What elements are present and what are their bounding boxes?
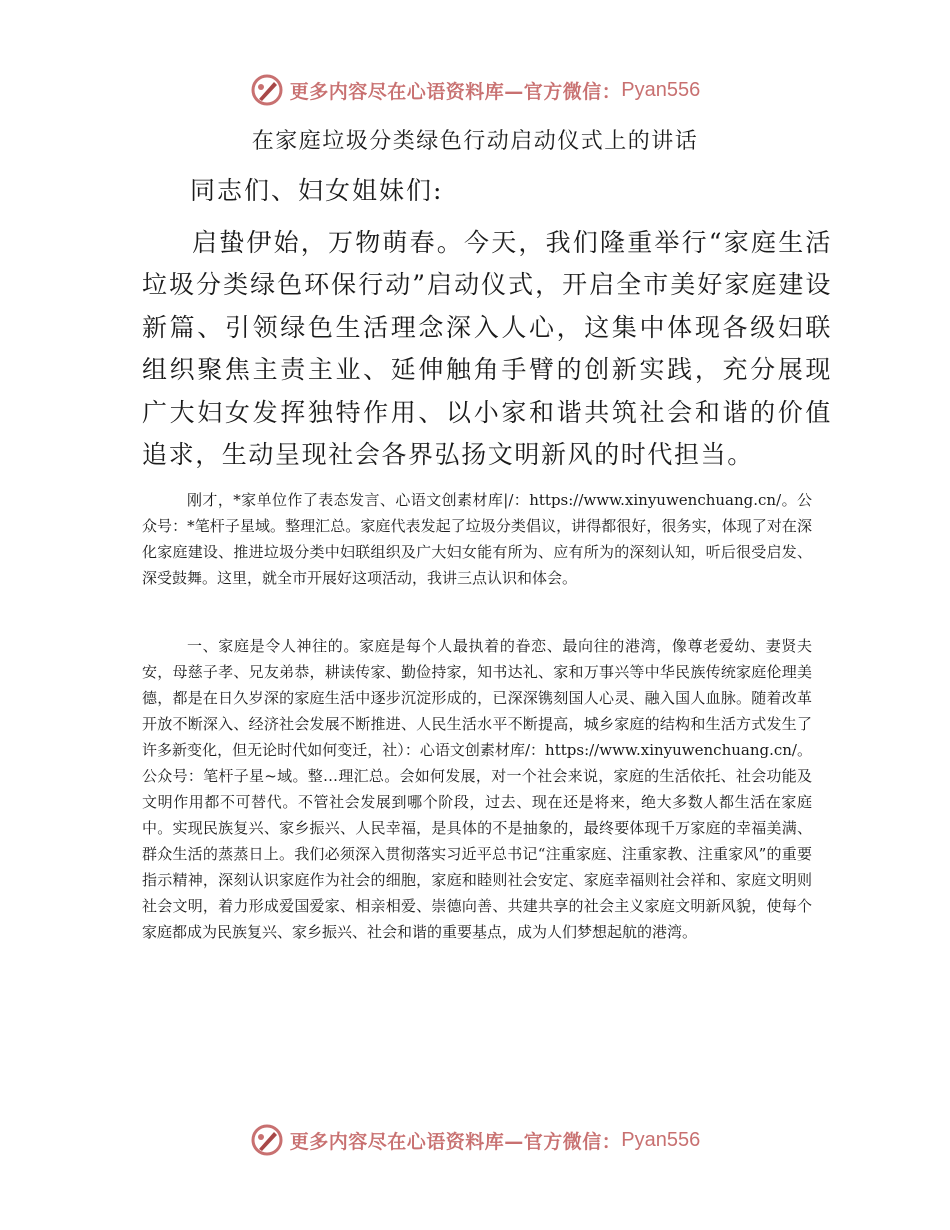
document-title: 在家庭垃圾分类绿色行动启动仪式上的讲话 bbox=[251, 129, 699, 154]
watermark-text: 更多内容尽在心语资料库—官方微信： bbox=[289, 1130, 622, 1153]
watermark-banner-top bbox=[0, 70, 950, 110]
watermark-wechat-id: Pyan556 bbox=[621, 78, 701, 101]
watermark-text: 更多内容尽在心语资料库—官方微信： bbox=[289, 80, 622, 103]
pen-seal-icon bbox=[250, 1123, 284, 1157]
watermark-wechat-id: Pyan556 bbox=[621, 1128, 701, 1151]
pen-seal-icon bbox=[250, 73, 284, 107]
body-paragraph: 一、家庭是令人神往的。家庭是每个人最执着的眷恋、最向往的港湾，像尊老爱幼、妻贤夫安，母慈子孝、兄友弟恭，耕读传家、勤俭持家，知书达礼、家和万事兴等中华民族传统家庭伦理美德，都是在日久岁深的家庭生活中逐步沉淀形成的，已深深镌刻国人心灵、融入国人血脉。随着改革开放不断深入、经济社会发展不断推进、人民生活水平不断提高，城乡家庭的结构和生活方式发生了许多新变化，但无论时代如何变迁，社）：心语文创素材库/：https://www.xinyuwenchuang.cn/。公众号：笔杆子星~域。整…理汇总。会如何发展，对一个社会来说，家庭的生活依托、社会功能及文明作用都不可替代。不管社会发展到哪个阶段，过去、现在还是将来，绝大多数人都生活在家庭中。实现民族复兴、家乡振兴、人民幸福，是具体的不是抽象的，最终要体现千万家庭的幸福美满、群众生活的蒸蒸日上。我们必须深入贯彻落实习近平总书记“注重家庭、注重家教、注重家风”的重要指示精神，深刻认识家庭作为社会的细胞，家庭和睦则社会安定、家庭幸福则社会祥和、家庭文明则社会文明，着力形成爱国爱家、相亲相爱、崇德向善、共建共享的社会主义家庭文明新风貌，使每个家庭都成为民族复兴、家乡振兴、社会和谐的重要基点，成为人们梦想起航的港湾。 bbox=[142, 637, 812, 941]
watermark-banner-bottom bbox=[0, 1120, 950, 1160]
body-paragraph: 刚才，*家单位作了表态发言、心语文创素材库|/：https://www.xinyuwenchuang.cn/。公众号：*笔杆子星域。整理汇总。家庭代表发起了垃圾分类倡议，讲得都很好，很务实，体现了对在深化家庭建设、推进垃圾分类中妇联组织及广大妇女能有所为、应有所为的深刻认知，听后很受启发、深受鼓舞。这里，就全市开展好这项活动，我讲三点认识和体会。 bbox=[142, 491, 812, 587]
salutation: 同志们、妇女姐妹们: bbox=[190, 176, 444, 205]
intro-paragraph: 启蛰伊始，万物萌春。今天，我们隆重举行“家庭生活垃圾分类绿色环保行动”启动仪式，开启全市美好家庭建设新篇、引领绿色生活理念深入人心，这集中体现各级妇联组织聚焦主责主业、延伸触角手臂的创新实践，充分展现广大妇女发挥独特作用、以小家和谐共筑社会和谐的价值追求，生动呈现社会各界弘扬文明新风的时代担当。 bbox=[142, 228, 832, 470]
